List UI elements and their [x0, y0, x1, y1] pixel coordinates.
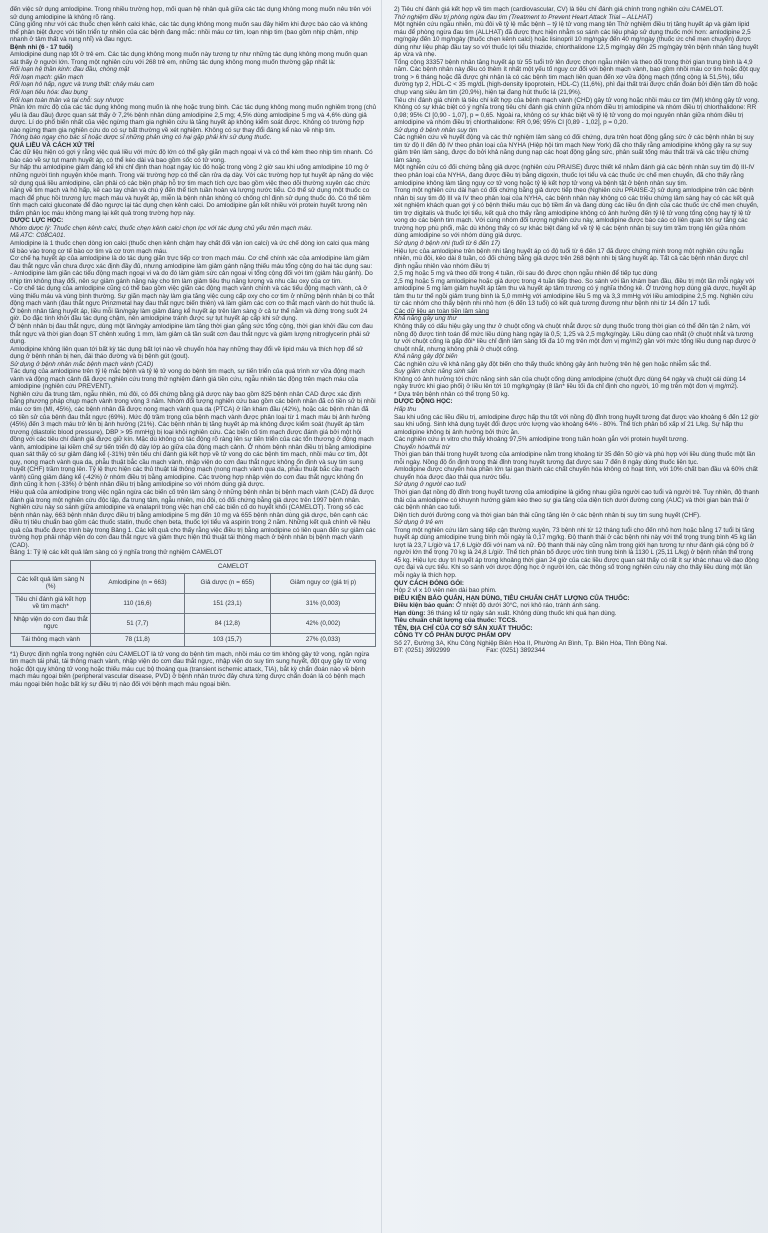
paragraph: Tổng cộng 33357 bệnh nhân tăng huyết áp từ 55 tuổi trở lên được chọn ngẫu nhiên và theo dõi trong thời gian trung bình là 4,9 năm. Các bệnh nhân này đều có thêm ít nhất một yếu tố nguy cơ đối với bệnh mạch vành, bao gồm nhồi máu cơ tim hoặc đột quỵ trong > 6 tháng hoặc đã được ghi nhận là có các bệnh tim mạch liên quan đến xơ vữa động mạch (tổng cộng là 51,5%), tiểu đường typ 2, HDL-C < 35 mg/dL (high-density lipoprotein, HDL-C) (11,6%), phì đại thất trái được chẩn đoán bởi điện tâm đồ hoặc chụp vang siêu âm tim (20,9%), hiện tại đang hút thuốc lá (21,9%).: [394, 58, 760, 97]
paragraph: Một nghiên cứu có đối chứng bằng giả dược (nghiên cứu PRAISE) được thiết kế nhằm đánh giá các bệnh nhân suy tim độ III-IV theo phân loại của NYHA, đang được điều trị bằng digoxin, thuốc lợi tiểu và các thuốc ức chế men chuyển, đã cho thấy rằng amlodipine không làm tăng nguy cơ tử vong hoặc tỷ lệ kết hợp tử vong và bệnh tật ở bệnh nhân suy tim.: [394, 164, 755, 187]
paragraph: Một nghiên cứu ngẫu nhiên, mù đôi về tỷ lệ mắc bệnh – tỷ lệ tử vong mang tên Thử nghiệm điều trị tăng huyết áp và giảm lipid máu để phòng ngừa đau tim (ALLHAT) đã được thực hiện nhằm so sánh các liệu pháp sử dụng thuốc mới hơn: amlodipine 2,5 mg/ngày đến 10 mg/ngày (thuốc chẹn kênh calci) hoặc lisinopril 10 mg/ngày đến 40 mg/ngày (thuốc ức chế men chuyển) được dùng như liệu pháp đầu tay so với thuốc lợi tiểu thiazide, chlorthalidone 12,5 mg/ngày đến 25 mg/ngày trên bệnh nhân tăng huyết áp vừa và nhẹ.: [394, 21, 759, 59]
paragraph: Bảng 1: Tỷ lệ các kết quả lâm sàng có ý nghĩa trong thử nghiệm CAMELOT: [10, 549, 223, 557]
paragraph: Phần lớn mức độ của các tác dụng không mong muốn là nhẹ hoặc trung bình. Các tác dụng không mong muốn nghiêm trọng (chủ yếu là đau đầu) được quan sát thấy ở 7,2% bệnh nhân dùng amlodipine 2,5 mg; 4,5% dùng amlodipine 5 mg và 4,6% dùng giả dược. Lí do phổ biến nhất của việc ngừng tham gia nghiên cứu là tăng huyết áp không kiểm soát được. Không có trường hợp nào ngừng tham gia nghiên cứu do có sự bất thường về xét nghiệm. Không có sự thay đổi đáng kể nào về nhịp tim.: [10, 104, 376, 134]
paragraph: Cơ chế hạ huyết áp của amlodipine là do tác dụng giãn trực tiếp cơ trơn mạch máu. Cơ chế chính xác của amlodipine làm giảm đau thắt ngực vẫn chưa được xác định đầy đủ, nhưng amlodipine làm giảm gánh nặng thiếu máu tổng cộng do hai tác dụng sau:: [10, 255, 373, 270]
table-cell: 42% (0,002): [271, 613, 376, 633]
paragraph: Cũng giống như với các thuốc chẹn kênh calci khác, các tác dụng không mong muốn sau đây hiếm khi được báo cáo và không thể phân biệt được với tiến triển tự nhiên của các bệnh đang mắc: nhồi máu cơ tim, loạn nhịp tim (bao gồm nhịp chậm, nhịp nhanh ở tâm thất và rung nhĩ) và đau ngực.: [10, 21, 368, 44]
section-heading: QUY CÁCH ĐÓNG GÓI:: [394, 579, 465, 587]
paragraph: - Cơ chế tác dụng của amlodipine cũng có thể bao gồm việc giãn các động mạch vành chính và các tiểu động mạch vành, cả ở vùng thiếu máu và vùng bình thường. Sự giãn mạch này làm gia tăng việc cung cấp oxy cho cơ tim ở những bệnh nhân bị co thắt động mạch vành (đau thắt ngực Prinzmetal hay đau thắt ngực biến thiên) và làm giảm các cơn co thắt mạch vành do hút thuốc lá.: [10, 285, 375, 308]
paragraph: 2,5 mg hoặc 5 mg amlodipine hoặc giả dược trong 4 tuần tiếp theo. So sánh với lần khám ban đầu, điều trị một lần mỗi ngày với amlodipine 5 mg làm giảm huyết áp tâm thu và huyết áp tâm trương có ý nghĩa thống kê. Ở trường hợp dùng giả dược, huyết áp tâm thu tư thế ngồi giảm trung bình là 5,0 mmHg với amlodipine liều 5 mg và 3,3 mmHg với liều amlodipine 2,5 mg. Nghiên cứu từ các nhóm cho thấy bệnh nhi nhỏ hơn (6 đến 13 tuổi) có kết quả tương đương như bệnh nhi từ 14 đến 17 tuổi.: [394, 277, 757, 308]
section-heading: Tiêu chuẩn chất lượng của thuốc: TCCS.: [394, 617, 518, 625]
paragraph: * Dựa trên bệnh nhân có thể trọng 50 kg.: [394, 390, 510, 398]
table-title: CAMELOT: [91, 560, 376, 573]
subheading: Sử dụng ở bệnh nhân suy tim: [394, 126, 478, 134]
subheading: Thông báo ngay cho bác sĩ hoặc dược sĩ những phản ứng có hại gặp phải khi sử dụng thuốc.: [10, 134, 272, 142]
table-cell: 151 (23,1): [184, 593, 271, 613]
section-heading: CÔNG TY CỔ PHẦN DƯỢC PHẨM OPV: [394, 632, 511, 640]
camelot-table: [10, 560, 376, 647]
section-heading: QUÁ LIỀU VÀ CÁCH XỬ TRÍ: [10, 141, 95, 149]
subheading: Khả năng gây đột biến: [394, 353, 458, 361]
subheading: Sử dụng ở trẻ em: [394, 519, 444, 527]
subheading: Rối loạn toàn thân và tại chỗ: suy nhược: [10, 96, 124, 104]
paragraph: Trong một nghiên cứu dài hạn có đối chứng bằng giả dược tiếp theo (Nghiên cứu PRAISE-2) sử dụng amlodipine trên các bệnh nhân bị suy tim độ III và IV theo phân loại của NYHA, các bệnh nhân này không có các triệu chứng lâm sàng hay có các kết quả xét nghiệm khách quan gợi ý có bệnh thiếu máu cục bộ tiềm ẩn và đang dùng các liều ổn định của các thuốc ức chế men chuyển, tim trợ digitalis và thuốc lợi tiểu, kết quả cho thấy rằng amlodipine không có ảnh hưởng đến tỷ lệ tử vong tổng cộng hay tỷ lệ tử vong do các bệnh tim mạch. Với cùng nhóm đối tượng nghiên cứu này, amlodipine được báo cáo có liên quan tới sự tăng các trường hợp phù phổi, mặc dù không thấy có sự khác biệt đáng kể về tỷ lệ các bệnh nhân bị suy tim trầm trọng lên giữa nhóm dùng amlodipine so với nhóm dùng giả dược.: [394, 187, 759, 240]
table-corner: [11, 560, 91, 573]
table-cell: 84 (12,8): [184, 613, 271, 633]
table-cell: 51 (7,7): [91, 613, 184, 633]
table-cell: Tái thông mạch vành: [11, 634, 91, 647]
paragraph: Các dữ liệu hiện có gợi ý rằng việc quá liều với mức độ lớn có thể gây giãn mạch ngoại vi và có thể kèm theo nhịp tim nhanh. Có báo cáo về sự tụt mạnh huyết áp, có thể kéo dài và bao gồm sốc có tử vong.: [10, 149, 373, 164]
subheading: Sử dụng ở người cao tuổi: [394, 481, 466, 489]
section-heading: DƯỢC LỰC HỌC:: [10, 217, 64, 225]
paragraph: Thời gian bán thải trong huyết tương của amlodipine nằm trong khoảng từ 35 đến 50 giờ và phù hợp với liều dùng thuốc một lần mỗi ngày. Nồng độ ổn định trong thải đỉnh trong huyết tương đạt được sau 7 đến 8 ngày dùng thuốc liên tục.: [394, 451, 756, 466]
table-header-cell: Giảm nguy cơ (giá trị p): [271, 573, 376, 593]
section-heading: ĐIỀU KIỆN BẢO QUẢN, HẠN DÙNG, TIÊU CHUẨN CHẤT LƯỢNG CỦA THUỐC:: [394, 594, 630, 602]
subheading: Rối loạn mạch: giãn mạch: [10, 73, 84, 81]
paragraph: đến việc sử dụng amlodipine. Trong nhiều trường hợp, mối quan hệ nhân quả giữa các tác dụng không mong muốn nêu trên với sử dụng amlodipine là không rõ ràng.: [10, 6, 371, 21]
paragraph: Ở bệnh nhân tăng huyết áp, liều mỗi lần/ngày làm giảm đáng kể huyết áp trên lâm sàng ở cả tư thế nằm và đứng trong suốt 24 giờ. Do đặc tính khởi đầu tác dụng chậm, nên amlodipine tránh được sự tụt huyết áp cấp khi sử dụng.: [10, 307, 368, 323]
phone-number: ĐT: (0251) 3992999: [394, 647, 451, 655]
paragraph: Diện tích dưới đường cong và thời gian bán thải cũng tăng lên ở các bệnh nhân bị suy tim sung huyết (CHF).: [394, 511, 701, 519]
subheading: Sử dụng ở bệnh nhi (tuổi từ 6 đến 17): [394, 239, 501, 247]
paragraph: 2,5 mg hoặc 5 mg và theo dõi trong 4 tuần, rồi sau đó được chọn ngẫu nhiên để tiếp tục dùng: [394, 270, 658, 278]
paragraph: Số 27, Đường 3A, Khu Công Nghiệp Biên Hòa II, Phường An Bình, Tp. Biên Hòa, Tỉnh Đồng Nai.: [394, 639, 668, 647]
paragraph: Amlodipine là 1 thuốc chẹn dòng ion calci (thuốc chẹn kênh chậm hay chất đối vận ion calci) và ức chế dòng ion calci qua màng tế bào vào trong cơ tế bào cơ tim và cơ trơn mạch máu.: [10, 239, 370, 255]
table-cell: 27% (0,033): [271, 634, 376, 647]
subheading: Mã ATC: C08CA01.: [10, 232, 66, 240]
paragraph: Nghiên cứu đa trung tâm, ngẫu nhiên, mù đôi, có đối chứng bằng giả dược này bao gồm 825 bệnh nhân CAD được xác định bằng phương pháp chụp mạch vành trong vòng 3 năm. Nhóm đối tượng nghiên cứu bao gồm các bệnh nhân đã có tiền sử bị nhồi máu cơ tim (MI, 45%), các bệnh nhân đã được nong mạch vành qua da (PTCA) ở lần khám đầu (42%), hoặc các bệnh nhân đã có tiền sử của bệnh đau thắt ngực (69%). Mức độ trầm trọng của bệnh mạch vành được phân loại từ 1 mạch máu bị ảnh hưởng (45%) đến 3 mạch máu trở lên bị ảnh hưởng (21%). Các bệnh nhân bị tăng huyết áp mà không được kiểm soát (huyết áp tâm trương (diastolic blood pressure), DBP > 95 mmHg) bị loại khỏi nghiên cứu. Các biến cố tim mạch được đánh giá bởi một hội đồng với các tiêu chí đánh giá được giữ kín. Mặc dù không có tác động rõ ràng lên sự tiến triển của các tổn thương ở động mạch vành, amlodipine lại kiềm chế sự tiến triển độ dày lớp áo giữa của động mạch cảnh. Ở nhóm bệnh nhân điều trị bằng amlodipine quan sát thấy có sự giảm đáng kể (-31%) trên tiêu chí đánh giá kết hợp về tử vong do các bệnh tim mạch, nhồi máu cơ tim, đột quỵ, nong mạch vành qua da, phẫu thuật bắc cầu mạch vành, nhập viện do cơn đau thắt ngực không ổn định và suy tim sung huyết (CHF) trầm trọng lên. Tỷ lệ thực hiện các thủ thuật tái thông mạch (nong mạch vành qua da, phẫu thuật bắc cầu mạch vành) cũng giảm đáng kể (-42%) ở nhóm điều trị bằng amlodipine. Các trường hợp nhập viện do cơn đau thắt ngực không ổn định cũng ít hơn (-33%) ở bệnh nhân điều trị bằng amlodipine so với nhóm dùng giả dược.: [10, 390, 376, 489]
paragraph: 2) Tiêu chí đánh giá kết hợp về tim mạch (cardiovascular, CV) là tiêu chí đánh giá chính trong nghiên cứu CAMELOT.: [394, 6, 724, 13]
subheading: Chuyển hóa/thải trừ: [394, 443, 450, 451]
subheading: Khả năng gây ung thư: [394, 315, 457, 323]
paragraph: Tác dụng của amlodipine trên tỷ lệ mắc bệnh và tỷ lệ tử vong do bệnh tim mạch, sự tiến triển của quá trình xơ vữa động mạch vành và động mạch cảnh đã được nghiên cứu trong thử nghiệm đánh giá tiền cứu, ngẫu nhiên tác động trên mạch máu của amlodipine (nghiên cứu PREVENT).: [10, 368, 365, 391]
paragraph: Hiệu lực của amlodipine trên bệnh nhi tăng huyết áp có độ tuổi từ 6 đến 17 đã được chứng minh trong một nghiên cứu ngẫu nhiên, mù đôi, kéo dài 8 tuần, có đối chứng bằng giả dược trên 268 bệnh nhi bị tăng huyết áp. Tất cả các bệnh nhân được chỉ định ngẫu nhiên vào nhóm điều trị: [394, 247, 748, 270]
contact-line: [394, 647, 760, 655]
section-heading: DƯỢC ĐỘNG HỌC:: [394, 398, 453, 406]
table-cell: Tiêu chí đánh giá kết hợp về tim mạch*: [11, 593, 91, 613]
left-text-flow: [10, 6, 376, 557]
paragraph: Amlodipine dung nạp tốt ở trẻ em. Các tác dụng không mong muốn này tương tự như những tác dụng không mong muốn quan sát thấy ở người lớn. Trong một nghiên cứu với 268 trẻ em, những tác dụng không mong muốn thường gặp nhất là:: [10, 51, 368, 66]
paragraph: Không có ảnh hưởng tới chức năng sinh sản của chuột cống dùng amlodipine (chuột đực dùng 64 ngày và chuột cái dùng 14 ngày trước khi giao phối) ở liều lên tới 10 mg/kg/ngày (8 lần* liều tối đa chỉ định cho người, 10 mg trên một đơn vị mg/m2).: [394, 375, 746, 391]
paragraph: - Amlodipine làm giãn các tiểu động mạch ngoại vi và do đó làm giảm sức cản ngoại vi tổng cộng đối với tim (giảm hậu gánh). Do nhịp tim không thay đổi, nên sự giảm gánh nặng này cho tim làm giảm tiêu thụ năng lượng và nhu cầu oxy của cơ tim.: [10, 270, 373, 285]
fax-number: Fax: (0251) 3892344: [486, 647, 545, 655]
table-cell: 110 (16,6): [91, 593, 184, 613]
subheading: Rối loạn hệ thần kinh: đau đầu, chóng mặt: [10, 66, 130, 74]
table-row: [11, 613, 376, 633]
table-cell: 78 (11,8): [91, 634, 184, 647]
paragraph: Amlodipine không liên quan tới bất kỳ tác dụng bất lợi nào về chuyển hóa hay những thay đổi về lipid máu và thích hợp để sử dụng ở bệnh nhân bị hen, đái tháo đường và bị bệnh gút (gout).: [10, 345, 364, 361]
paragraph: Trong một nghiên cứu lâm sàng tiếp cận thường xuyên, 73 bệnh nhi từ 12 tháng tuổi cho đến nhỏ hơn hoặc bằng 17 tuổi bị tăng huyết áp dùng amlodipine trung bình mỗi ngày là 0,17 mg/kg. Độ thanh thải ở các bệnh nhi này với thể trọng trung bình 45 kg lần lượt là 23,7 L/giờ và 17,6 L/giờ đối với nam và nữ. Độ thanh thải này cũng nằm trong giới hạn tương tự như đánh giá cộng bố ở người lớn thể trọng 70 kg là 24,8 L/giờ. Thể tích phân bố được ước tính trung bình là 1130 L (25,11 L/kg) ở bệnh nhân thể trọng 45 kg. Hiệu lực duy trì huyết áp trong khoảng thời gian 24 giờ của các liều được quan sát thấy có rất ít sự khác nhau về dao động cực đại và cực tiểu. Khi so sánh với dược động học ở người lớn, các thông số trong nghiên cứu này cho thấy liều dùng một lần mỗi ngày là thích hợp.: [394, 526, 759, 580]
table-row: [11, 634, 376, 647]
paragraph: Sau khi uống các liều điều trị, amlodipine được hấp thu tốt với nồng độ đỉnh trong huyết tương đạt được vào khoảng 6 đến 12 giờ sau khi uống. Sinh khả dụng tuyệt đối được ước lượng vào khoảng 64% - 80%. Thể tích phân bố xấp xỉ 21 L/kg. Sự hấp thu amlodipine không bị ảnh hưởng bởi thức ăn.: [394, 413, 759, 436]
subheading: Sử dụng ở bệnh nhân mắc bệnh mạch vành (CAD): [10, 360, 154, 368]
paragraph: Hiệu quả của amlodipine trong việc ngăn ngừa các biến cố trên lâm sàng ở những bệnh nhân bị bệnh mạch vành (CAD) đã được đánh giá trong một nghiên cứu độc lập, đa trung tâm, ngẫu nhiên, mù đôi, có đối chứng bằng giả dược trên 1997 bệnh nhân. Nghiên cứu này so sánh giữa amlodipine và enalapril trong việc hạn chế các biến cố do huyết khối (CAMELOT). Trong số các bệnh nhân này, 663 bệnh nhân được điều trị bằng amlodipine 5 mg đến 10 mg và 655 bệnh nhân dùng giả dược, bên cạnh các điều trị tiêu chuẩn bao gồm các thuốc statin, thuốc chẹn beta, thuốc lợi tiểu và aspirin trong 2 năm. Những kết quả chính về hiệu quả của thuốc được trình bày trong Bảng 1. Các kết quả cho thấy rằng việc điều trị bằng amlodipine có liên quan đến sự giảm các trường hợp phải nhập viện do cơn đau thắt ngực và giảm thực hiện thủ thuật tái thông mạch ở bệnh nhân bị bệnh mạch vành (CAD).: [10, 489, 376, 549]
subheading: Thử nghiệm điều trị phòng ngừa đau tim (Treatment to Prevent Heart Attack Trial – ALLHAT): [394, 13, 653, 21]
subheading: Rối loạn tiêu hóa: đau bụng: [10, 89, 88, 97]
table-header-cell: Amlodipine (n = 663): [91, 573, 184, 593]
section-heading: Bệnh nhi (6 - 17 tuổi): [10, 43, 73, 51]
table-header-cell: Giả dược (n = 655): [184, 573, 271, 593]
paragraph: Các nghiên cứu in vitro cho thấy khoảng 97,5% amlodipine trong tuần hoàn gắn với protein huyết tương.: [394, 436, 689, 444]
table-header-cell: Các kết quả lâm sàng N (%): [11, 573, 91, 593]
paragraph: Không thấy có dấu hiệu gây ung thư ở chuột cống và chuột nhắt được sử dụng thuốc trong thời gian có thể đến tận 2 năm, với nồng độ được tính toán để mức liều dùng hàng ngày là 0,5; 1,25 và 2,5 mg/kg/ngày. Liều dùng cao nhất (ở chuột nhắt và tương tự với chuột cống là gấp đôi* liều chỉ định lâm sàng tối đa 10 mg trên một đơn vị mg/m2) gần với mức tổng liều dung nạp được ở chuột nhắt, nhưng không phải ở chuột cống.: [394, 322, 757, 353]
underlined-heading: Các dữ liệu an toàn tiền lâm sàng: [394, 307, 489, 315]
paragraph: Thời gian đạt nồng độ đỉnh trong huyết tương của amlodipine là giống nhau giữa người cao tuổi và người trẻ. Tuy nhiên, độ thanh thải của amlodipine có khuynh hướng giảm kéo theo sự gia tăng của diện tích dưới đường cong (AUC) và thời gian bán thải ở các bệnh nhân cao tuổi.: [394, 489, 760, 512]
right-text-flow: [394, 6, 760, 647]
left-column: [10, 6, 376, 688]
paragraph: Amlodipine được chuyển hóa phần lớn tại gan thành các chất chuyển hóa không có hoạt tính, với 10% chất ban đầu và 60% chất chuyển hóa được đào thải qua nước tiểu.: [394, 466, 758, 481]
subheading: Rối loạn hô hấp, ngực và trung thất: chảy máu cam: [10, 81, 155, 89]
labeled-paragraph: [394, 602, 760, 610]
subheading: Suy giảm chức năng sinh sản: [394, 368, 478, 376]
paragraph-label: Điều kiện bảo quản:: [394, 602, 455, 610]
table-row: [11, 593, 376, 613]
paragraph-text: 36 tháng kể từ ngày sản xuất. Không dùng thuốc khi quá hạn dùng.: [425, 609, 617, 617]
paragraph-text: Ở nhiệt độ dưới 30°C, nơi khô ráo, tránh ánh sáng.: [454, 602, 601, 610]
table-cell: 103 (15,7): [184, 634, 271, 647]
subheading: Nhóm dược lý: Thuốc chẹn kênh calci, thuốc chẹn kênh calci chọn lọc với tác dụng chủ yếu trên mạch máu.: [10, 224, 313, 232]
paragraph: Các nghiên cứu về khả năng gây đột biến cho thấy thuốc không gây ảnh hưởng trên hệ gen hoặc nhiễm sắc thể.: [394, 360, 712, 368]
paragraph: Sự hấp thu amlodipine giảm đáng kể khi chỉ định than hoạt ngay lúc đó hoặc trong vòng 2 giờ sau khi uống amlodipine 10 mg ở những người tình nguyện khỏe mạnh. Trong vài trường hợp có thể cần rửa dạ dày. Với các trường hợp tụt huyết áp nặng do việc sử dụng quá liều amlodipine, cần phải có các biện pháp hỗ trợ tim mạch tích cực bao gồm việc theo dõi thường xuyên các chức năng về tim mạch và hô hấp, kê cao tay chân và chú ý đến thể tích tuần hoàn và lượng nước tiểu. Có thể sử dụng một thuốc co mạch để phục hồi trương lực mạch máu và huyết áp, miễn là bệnh nhân không có chống chỉ định sử dụng thuốc đó. Có thể tiêm tĩnh mạch calci gluconate để đảo ngược lại tác dụng chẹn kênh calci. Do amlodipine gắn kết nhiều với protein huyết tương nên thẩm phân lọc máu không mang lại kết quả trong trường hợp này.: [10, 164, 374, 217]
section-heading: TÊN, ĐỊA CHỈ CỦA CƠ SỞ SẢN XUẤT THUỐC:: [394, 624, 533, 632]
table-cell: Nhập viện do cơn đau thắt ngực: [11, 613, 91, 633]
paragraph: Các nghiên cứu về huyết động và các thử nghiệm lâm sàng có đối chứng, dựa trên hoạt động gắng sức ở các bệnh nhân bị suy tim từ độ II đến độ IV theo phân loại của NYHA (Hiệp hội tim mạch New York) đã cho thấy rằng amlodipine không gây ra sự suy giảm trên lâm sàng, được đo bởi khả năng dung nạp các hoạt động gắng sức, phân suất tống máu thất trái và các triệu chứng lâm sàng.: [394, 134, 754, 164]
paragraph-label: Hạn dùng:: [394, 609, 426, 617]
subheading: Hấp thu: [394, 405, 417, 413]
right-column: [394, 6, 760, 655]
table-cell: 31% (0,003): [271, 593, 376, 613]
paragraph: Tiêu chí đánh giá chính là tiêu chí kết hợp của bệnh mạch vành (CHD) gây tử vong hoặc nhồi máu cơ tim (MI) không gây tử vong. Không có sự khác biệt có ý nghĩa trong tiêu chí đánh giá chính giữa nhóm điều trị amlodipine và nhóm điều trị chlorthalidone: RR 0,98; 95% CI [0,90 - 1,07], p = 0,65. Ngoài ra, không có sự khác biệt về tỷ lệ tử vong do mọi nguyên nhân giữa nhóm điều trị amlodipine và nhóm điều trị chlorthalidone: RR 0,96; 95% CI [0,89 - 1,02], p = 0,20.: [394, 96, 760, 127]
column-divider: [381, 0, 382, 1233]
paragraph: Ở bệnh nhân bị đau thắt ngực, dùng một lần/ngày amlodipine làm tăng thời gian gắng sức tổng cộng, thời gian khởi đầu cơn đau thắt ngực và thời gian đoạn ST chênh xuống 1 mm, làm giảm cả tần suất cơn đau thắt ngực và giảm lượng nitroglycerin phải sử dụng.: [10, 322, 373, 346]
table-header-row: [11, 573, 376, 593]
paragraph: Hộp 2 vỉ x 10 viên nén dài bao phim.: [394, 587, 497, 595]
table-footnote: *1) Được định nghĩa trong nghiên cứu CAMELOT là tử vong do bệnh tim mạch, nhồi máu cơ tim không gây tử vong, ngăn ngừa tim mạch tái phát, tái thông mạch vành, nhập viện do cơn đau thắt ngực, nhập viện do suy tim sung huyết, đột quỵ gây tử vong hoặc đột quỵ không tử vong hoặc thiếu máu cục bộ thoáng qua (transient ischemic attack, TIA), bắt kỳ chẩn đoán nào về bệnh mạch máu ngoại biên (peripheral vascular disease, PVD) ở bệnh nhân trước đây chưa từng được chẩn đoán là có bệnh mạch máu ngoại biên hoặc bất kỳ sự điều trị nào đối với bệnh mạch máu ngoại biên.: [10, 650, 370, 688]
